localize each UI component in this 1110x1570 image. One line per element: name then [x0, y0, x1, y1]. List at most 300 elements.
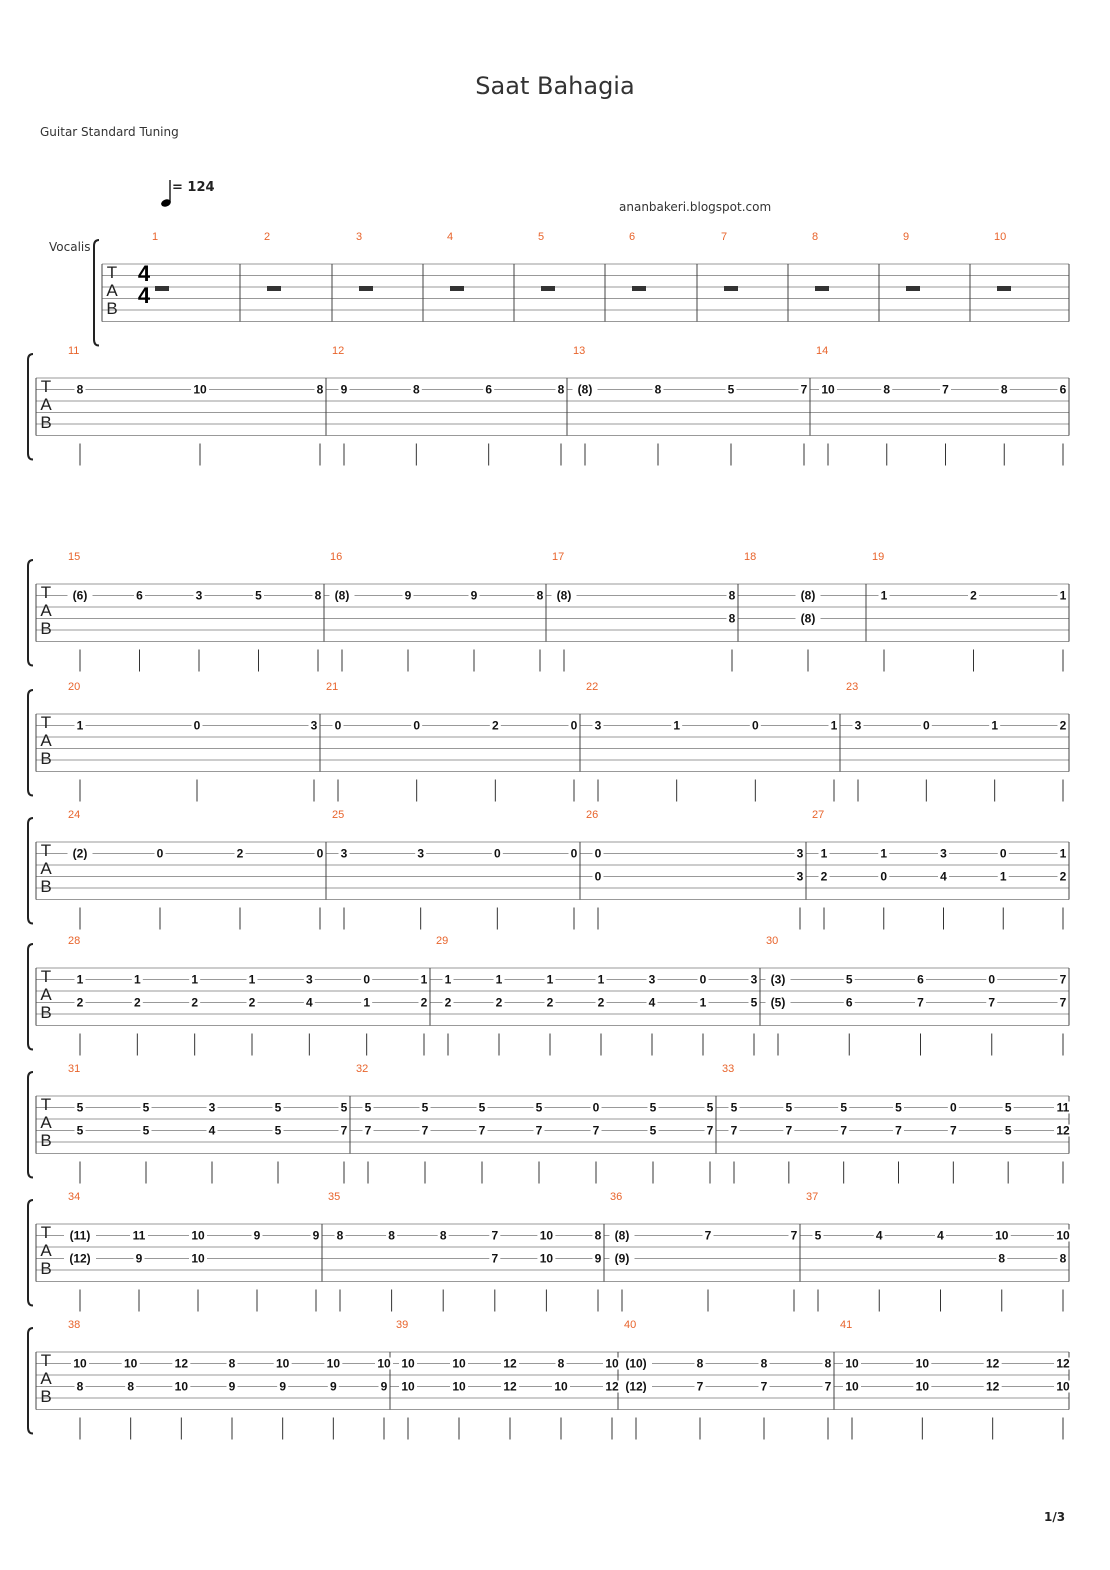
measure-number: 32 [356, 1063, 369, 1075]
measure-number: 21 [326, 681, 339, 693]
fret-number: 8 [883, 382, 891, 397]
measure-number: 22 [586, 681, 599, 693]
measure-number: 10 [994, 231, 1007, 243]
fret-number: 10 [377, 1356, 391, 1371]
fret-number: 8 [728, 588, 736, 603]
fret-number: 3 [310, 718, 318, 733]
measure-number: 6 [629, 231, 636, 243]
fret-number: 1 [880, 846, 888, 861]
measure-number: 31 [68, 1063, 81, 1075]
measure-number: 35 [328, 1191, 341, 1203]
fret-number: 4 [875, 1228, 883, 1243]
fret-number: 3 [340, 846, 348, 861]
fret-number: 7 [364, 1123, 372, 1138]
whole-rest [359, 286, 373, 291]
tab-clef-letter: T [40, 1223, 52, 1242]
fret-number: 10 [845, 1379, 859, 1394]
fret-number: 5 [364, 1100, 372, 1115]
fret-number: 2 [820, 869, 828, 884]
staff-bracket [28, 560, 33, 666]
fret-number: (5) [770, 995, 786, 1010]
measure-number: 9 [903, 231, 910, 243]
fret-number: 10 [915, 1356, 930, 1371]
measure-number: 27 [812, 809, 825, 821]
fret-number: 2 [76, 995, 84, 1010]
fret-number: 3 [417, 846, 425, 861]
fret-number: 7 [421, 1123, 429, 1138]
whole-rest [155, 286, 169, 291]
fret-number: 10 [554, 1379, 568, 1394]
fret-number: 5 [478, 1100, 486, 1115]
fret-number: 5 [814, 1228, 822, 1243]
staff-bracket [28, 1072, 33, 1178]
fret-number: 1 [133, 972, 141, 987]
fret-number: 10 [193, 382, 207, 397]
tab-clef-letter: B [40, 413, 52, 432]
measure-number: 7 [721, 231, 728, 243]
fret-number: 0 [699, 972, 707, 987]
fret-number: 3 [648, 972, 656, 987]
fret-number: 1 [420, 972, 428, 987]
fret-number: 0 [156, 846, 164, 861]
fret-number: 10 [821, 382, 835, 397]
fret-number: 0 [922, 718, 930, 733]
fret-number: 2 [133, 995, 141, 1010]
fret-number: 5 [895, 1100, 902, 1115]
fret-number: 1 [820, 846, 828, 861]
fret-number: 9 [329, 1379, 337, 1394]
fret-number: 2 [597, 995, 605, 1010]
fret-number: 3 [195, 588, 203, 603]
fret-number: 7 [535, 1123, 543, 1138]
whole-rest [724, 286, 738, 291]
measure-number: 20 [68, 681, 81, 693]
whole-rest [997, 286, 1011, 291]
tab-clef-letter: B [40, 1131, 52, 1150]
fret-number: 0 [413, 718, 421, 733]
staff-bracket [28, 944, 33, 1050]
fret-number: 2 [444, 995, 452, 1010]
fret-number: 5 [727, 382, 735, 397]
measure-number: 25 [332, 809, 345, 821]
fret-number: 8 [824, 1356, 832, 1371]
tuning-label: Guitar Standard Tuning [40, 125, 179, 139]
fret-number: 6 [845, 995, 853, 1010]
instrument-label: Vocalis [49, 240, 91, 254]
fret-number: 0 [999, 846, 1007, 861]
fret-number: 8 [654, 382, 662, 397]
fret-number: 0 [880, 869, 888, 884]
fret-number: 5 [76, 1100, 84, 1115]
fret-number: 1 [1059, 846, 1067, 861]
measure-number: 14 [816, 345, 829, 357]
tab-clef-letter: A [40, 395, 52, 414]
measure-number: 19 [872, 551, 885, 563]
fret-number: 1 [76, 972, 84, 987]
fret-number: (8) [800, 611, 816, 626]
fret-number: 4 [940, 869, 947, 884]
fret-number: (3) [770, 972, 786, 987]
fret-number: 8 [594, 1228, 602, 1243]
fret-number: 5 [785, 1100, 793, 1115]
fret-number: 1 [830, 718, 838, 733]
tab-clef-letter: A [106, 281, 118, 300]
whole-rest [267, 286, 281, 291]
whole-rest [632, 286, 646, 291]
fret-number: 0 [570, 718, 578, 733]
fret-number: 1 [1059, 588, 1067, 603]
fret-number: 0 [570, 846, 578, 861]
fret-number: 5 [142, 1123, 150, 1138]
fret-number: 7 [696, 1379, 704, 1394]
fret-number: 8 [728, 611, 736, 626]
fret-number: 5 [1004, 1123, 1012, 1138]
measure-number: 24 [68, 809, 81, 821]
measure-number: 29 [436, 935, 449, 947]
fret-number: 12 [985, 1379, 1000, 1394]
measure-number: 13 [573, 345, 586, 357]
tab-clef-letter: A [40, 1241, 52, 1260]
fret-number: 8 [127, 1379, 135, 1394]
fret-number: (9) [614, 1251, 630, 1266]
fret-number: 1 [495, 972, 503, 987]
fret-number: 1 [76, 718, 84, 733]
fret-number: 10 [73, 1356, 87, 1371]
measure-number: 39 [396, 1319, 409, 1331]
fret-number: 2 [495, 995, 503, 1010]
measure-number: 18 [744, 551, 757, 563]
tab-clef-letter: A [40, 1369, 52, 1388]
fret-number: 5 [649, 1123, 657, 1138]
fret-number: 9 [380, 1379, 388, 1394]
fret-number: 12 [174, 1356, 189, 1371]
fret-number: 3 [940, 846, 947, 861]
fret-number: 4 [208, 1123, 216, 1138]
measure-number: 28 [68, 935, 81, 947]
fret-number: (11) [69, 1228, 91, 1243]
fret-number: 5 [706, 1100, 714, 1115]
fret-number: 7 [491, 1228, 499, 1243]
measure-number: 16 [330, 551, 343, 563]
fret-number: 6 [917, 972, 924, 987]
fret-number: 12 [503, 1379, 517, 1394]
tab-clef-letter: T [106, 263, 118, 282]
fret-number: 3 [208, 1100, 216, 1115]
fret-number: 2 [420, 995, 428, 1010]
fret-number: 5 [535, 1100, 543, 1115]
fret-number: 8 [316, 382, 324, 397]
fret-number: 4 [648, 995, 656, 1010]
staff-bracket [28, 1200, 33, 1306]
fret-number: 8 [1059, 1251, 1067, 1266]
fret-number: 2 [1059, 869, 1067, 884]
whole-rest [906, 286, 920, 291]
measure-number: 2 [264, 231, 271, 243]
fret-number: (8) [577, 382, 593, 397]
tab-clef-letter: B [40, 877, 52, 896]
time-signature-digit: 4 [137, 283, 151, 308]
fret-number: 8 [76, 382, 84, 397]
fret-number: 7 [491, 1251, 499, 1266]
fret-number: 8 [998, 1251, 1006, 1266]
fret-number: 2 [248, 995, 256, 1010]
staff-system [28, 1191, 1072, 1312]
fret-number: (8) [800, 588, 816, 603]
fret-number: 4 [937, 1228, 944, 1243]
staff-system [28, 345, 1069, 466]
tab-clef-letter: B [40, 619, 52, 638]
tab-clef-letter: T [40, 841, 52, 860]
fret-number: 7 [988, 995, 996, 1010]
tab-clef-letter: B [40, 1259, 52, 1278]
fret-number: (12) [69, 1251, 91, 1266]
fret-number: 10 [1056, 1379, 1070, 1394]
measure-number: 11 [68, 345, 80, 357]
staff-system [28, 1063, 1072, 1184]
fret-number: 5 [840, 1100, 848, 1115]
fret-number: 9 [228, 1379, 236, 1394]
fret-number: 9 [253, 1228, 261, 1243]
fret-number: (6) [72, 588, 88, 603]
fret-number: 5 [845, 972, 853, 987]
fret-number: 9 [312, 1228, 320, 1243]
measure-number: 37 [806, 1191, 819, 1203]
fret-number: 10 [539, 1228, 554, 1243]
measure-number: 26 [586, 809, 599, 821]
tab-clef-letter: T [40, 377, 52, 396]
staff-bracket [28, 818, 33, 924]
fret-number: 10 [275, 1356, 290, 1371]
tempo-value: = 124 [172, 180, 215, 195]
staff-system [28, 935, 1069, 1056]
fret-number: (2) [72, 846, 88, 861]
fret-number: 4 [305, 995, 313, 1010]
fret-number: 8 [388, 1228, 395, 1243]
measure-number: 23 [846, 681, 859, 693]
staff-system [94, 231, 1069, 346]
fret-number: 8 [760, 1356, 768, 1371]
fret-number: (12) [625, 1379, 647, 1394]
fret-number: 10 [401, 1379, 415, 1394]
fret-number: 0 [316, 846, 324, 861]
fret-number: 1 [363, 995, 371, 1010]
fret-number: 8 [76, 1379, 84, 1394]
fret-number: 7 [840, 1123, 848, 1138]
fret-number: 10 [995, 1228, 1009, 1243]
fret-number: 11 [1056, 1100, 1070, 1115]
fret-number: 2 [546, 995, 554, 1010]
fret-number: 5 [76, 1123, 84, 1138]
website-credit: ananbakeri.blogspot.com [619, 200, 772, 214]
fret-number: 7 [895, 1123, 902, 1138]
fret-number: 7 [592, 1123, 600, 1138]
fret-number: 10 [191, 1228, 205, 1243]
fret-number: 1 [444, 972, 452, 987]
measure-number: 17 [552, 551, 565, 563]
fret-number: 3 [796, 869, 804, 884]
fret-number: 7 [760, 1379, 768, 1394]
tab-clef-letter: T [40, 713, 52, 732]
staff-system [28, 681, 1069, 802]
fret-number: 11 [132, 1228, 146, 1243]
fret-number: 12 [605, 1379, 619, 1394]
staff-system [28, 1319, 1072, 1440]
tab-clef-letter: A [40, 859, 52, 878]
fret-number: 10 [539, 1251, 554, 1266]
tab-clef-letter: T [40, 583, 52, 602]
fret-number: 0 [193, 718, 201, 733]
measure-number: 38 [68, 1319, 81, 1331]
fret-number: 5 [750, 995, 758, 1010]
fret-number: 0 [334, 718, 342, 733]
fret-number: 6 [136, 588, 143, 603]
fret-number: 8 [228, 1356, 236, 1371]
time-signature-digit: 4 [137, 261, 151, 286]
fret-number: 7 [1059, 972, 1067, 987]
fret-number: 7 [800, 382, 808, 397]
tab-clef-letter: B [106, 299, 118, 318]
fret-number: 7 [478, 1123, 486, 1138]
fret-number: 5 [421, 1100, 429, 1115]
fret-number: 8 [696, 1356, 704, 1371]
fret-number: 10 [191, 1251, 205, 1266]
staff-system [28, 551, 1069, 672]
fret-number: 12 [985, 1356, 1000, 1371]
fret-number: 2 [970, 588, 977, 603]
fret-number: 1 [880, 588, 888, 603]
fret-number: 3 [854, 718, 862, 733]
tab-clef-letter: A [40, 731, 52, 750]
fret-number: 10 [452, 1379, 466, 1394]
fret-number: 8 [336, 1228, 344, 1243]
tab-clef-letter: T [40, 1095, 52, 1114]
staff-system [28, 809, 1069, 930]
fret-number: 10 [326, 1356, 341, 1371]
fret-number: 0 [594, 846, 602, 861]
fret-number: 1 [699, 995, 707, 1010]
fret-number: 9 [135, 1251, 143, 1266]
measure-number: 34 [68, 1191, 81, 1203]
fret-number: 5 [274, 1123, 282, 1138]
fret-number: (8) [614, 1228, 630, 1243]
measure-number: 36 [610, 1191, 623, 1203]
staff-bracket [28, 690, 33, 796]
measure-number: 41 [840, 1319, 853, 1331]
fret-number: 8 [557, 1356, 565, 1371]
fret-number: 5 [649, 1100, 657, 1115]
fret-number: 0 [592, 1100, 600, 1115]
tab-clef-letter: T [40, 1351, 52, 1370]
measure-number: 30 [766, 935, 779, 947]
measure-number: 8 [812, 231, 819, 243]
fret-number: 5 [1004, 1100, 1012, 1115]
fret-number: 8 [439, 1228, 447, 1243]
staff-bracket [94, 240, 99, 346]
fret-number: (10) [625, 1356, 647, 1371]
fret-number: 1 [597, 972, 605, 987]
fret-number: 7 [942, 382, 949, 397]
measure-number: 15 [68, 551, 81, 563]
staff-bracket [28, 354, 33, 460]
tab-clef-letter: B [40, 749, 52, 768]
fret-number: 10 [174, 1379, 189, 1394]
fret-number: 7 [340, 1123, 348, 1138]
fret-number: 10 [123, 1356, 138, 1371]
fret-number: 0 [751, 718, 759, 733]
fret-number: 1 [991, 718, 999, 733]
fret-number: 10 [915, 1379, 930, 1394]
fret-number: 7 [785, 1123, 793, 1138]
fret-number: 5 [340, 1100, 348, 1115]
fret-number: 7 [790, 1228, 798, 1243]
whole-rest [541, 286, 555, 291]
fret-number: (8) [334, 588, 350, 603]
fret-number: 7 [706, 1123, 714, 1138]
fret-number: 3 [594, 718, 602, 733]
fret-number: 6 [485, 382, 493, 397]
fret-number: 10 [605, 1356, 619, 1371]
fret-number: 0 [594, 869, 602, 884]
fret-number: 5 [274, 1100, 282, 1115]
fret-number: 9 [594, 1251, 602, 1266]
tab-clef-letter: B [40, 1387, 52, 1406]
fret-number: 0 [949, 1100, 957, 1115]
tab-clef-letter: A [40, 1113, 52, 1132]
measure-number: 4 [447, 231, 454, 243]
fret-number: 6 [1059, 382, 1067, 397]
tab-clef-letter: T [40, 967, 52, 986]
page-number: 1/3 [1044, 1510, 1066, 1524]
fret-number: 8 [1000, 382, 1008, 397]
whole-rest [815, 286, 829, 291]
fret-number: 9 [404, 588, 412, 603]
fret-number: 3 [796, 846, 804, 861]
fret-number: 8 [536, 588, 544, 603]
tab-clef-letter: A [40, 601, 52, 620]
song-title: Saat Bahagia [475, 72, 635, 100]
fret-number: 2 [491, 718, 499, 733]
fret-number: 5 [255, 588, 262, 603]
fret-number: 12 [1056, 1356, 1070, 1371]
tab-clef-letter: A [40, 985, 52, 1004]
measure-number: 3 [356, 231, 363, 243]
tab-clef-letter: B [40, 1003, 52, 1022]
fret-number: 1 [999, 869, 1007, 884]
fret-number: 2 [1059, 718, 1067, 733]
fret-number: 0 [363, 972, 371, 987]
fret-number: 5 [142, 1100, 150, 1115]
fret-number: 1 [673, 718, 681, 733]
fret-number: 12 [503, 1356, 517, 1371]
fret-number: 12 [1056, 1123, 1070, 1138]
fret-number: 8 [314, 588, 322, 603]
fret-number: 8 [412, 382, 420, 397]
measure-number: 40 [624, 1319, 637, 1331]
fret-number: 9 [279, 1379, 287, 1394]
fret-number: 7 [730, 1123, 738, 1138]
fret-number: 3 [750, 972, 758, 987]
fret-number: 0 [988, 972, 996, 987]
staff-bracket [28, 1328, 33, 1434]
fret-number: 2 [236, 846, 244, 861]
fret-number: 1 [248, 972, 256, 987]
measure-number: 12 [332, 345, 345, 357]
fret-number: 10 [845, 1356, 859, 1371]
fret-number: 0 [493, 846, 501, 861]
fret-number: 7 [949, 1123, 957, 1138]
fret-number: 9 [340, 382, 348, 397]
fret-number: 7 [1059, 995, 1067, 1010]
